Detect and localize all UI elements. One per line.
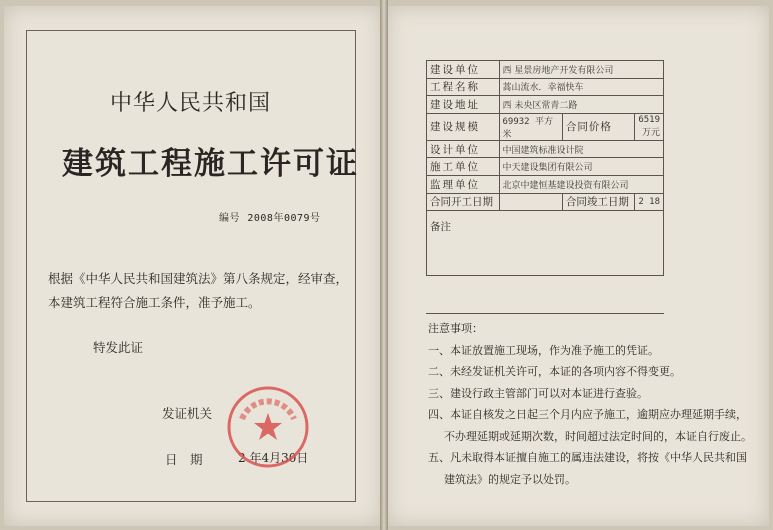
table-value: 西 星景房地产开发有限公司	[499, 61, 664, 79]
table-value: 蒿山流水．幸福快车	[499, 78, 664, 96]
table-value: 69932 平方米	[499, 113, 562, 140]
issue-date: 2 年4月30日	[238, 451, 309, 465]
remarks-label: 备注	[430, 221, 451, 234]
special-issue-text: 特发此证	[93, 340, 144, 355]
table-value	[635, 113, 664, 140]
notes-heading: 注意事项：	[428, 322, 483, 335]
table-value	[499, 193, 562, 211]
table-label: 施工单位	[427, 158, 500, 176]
note-item: 二、未经发证机关许可，本证的各项内容不得变更。	[428, 365, 681, 378]
table-value: 北京中建恒基建设投资有限公司	[499, 175, 664, 193]
table-label: 建设地址	[427, 96, 500, 114]
note-item: 建筑法》的规定予以处罚。	[444, 472, 576, 486]
table-label: 工程名称	[427, 78, 500, 96]
table-value: 西 未央区常青二路	[499, 96, 664, 114]
table-label: 监理单位	[427, 175, 500, 193]
table-row	[427, 96, 664, 114]
table-label: 设计单位	[427, 140, 500, 158]
serial-number	[219, 209, 321, 224]
note-item: 四、本证自核发之日起三个月内应予施工，逾期应办理延期手续，	[428, 408, 747, 421]
table-label: 建设规模	[427, 113, 500, 140]
permit-statement: 根据《中华人民共和国建筑法》第八条规定，经审查，本建筑工程符合施工条件，准予施工。	[48, 271, 349, 310]
table-row	[427, 193, 664, 211]
project-info-table	[426, 60, 664, 276]
issuing-authority-label: 发证机关	[162, 406, 213, 421]
table-label: 合同价格	[562, 113, 634, 140]
booklet-spine	[380, 0, 388, 530]
official-seal-icon	[226, 385, 310, 469]
table-row	[427, 140, 664, 158]
table-value: 2 18	[635, 193, 664, 211]
serial-value: 2008年0079号	[247, 213, 321, 224]
table-label: 建设单位	[427, 61, 500, 79]
table-row	[427, 61, 664, 79]
table-label: 合同竣工日期	[562, 193, 634, 211]
date-label: 日 期	[165, 452, 203, 467]
table-row	[427, 175, 664, 193]
table-value: 中国建筑标准设计院	[499, 140, 664, 158]
note-item: 一、本证放置施工现场，作为准予施工的凭证。	[428, 343, 659, 357]
note-item: 三、建设行政主管部门可以对本证进行查验。	[428, 386, 648, 400]
country-title: 中华人民共和国	[110, 91, 272, 116]
note-item: 不办理延期或延期次数，时间超过法定时间的，本证自行废止。	[444, 429, 752, 443]
remarks-cell	[427, 211, 664, 276]
table-row	[427, 113, 664, 140]
table-value: 中天建设集团有限公司	[499, 158, 664, 176]
table-row	[427, 158, 664, 176]
note-item: 五、凡未取得本证擅自施工的属违法建设，将按《中华人民共和国	[428, 451, 747, 464]
contract-price: 6519	[638, 115, 660, 126]
notes-divider	[426, 313, 664, 314]
table-row	[427, 78, 664, 96]
table-row	[427, 211, 664, 276]
table-label: 合同开工日期	[427, 193, 500, 211]
certificate-title: 建筑工程施工许可证	[62, 146, 359, 182]
price-unit: 万元	[641, 128, 660, 139]
notes-section	[428, 318, 752, 490]
serial-label: 编号	[219, 213, 240, 224]
